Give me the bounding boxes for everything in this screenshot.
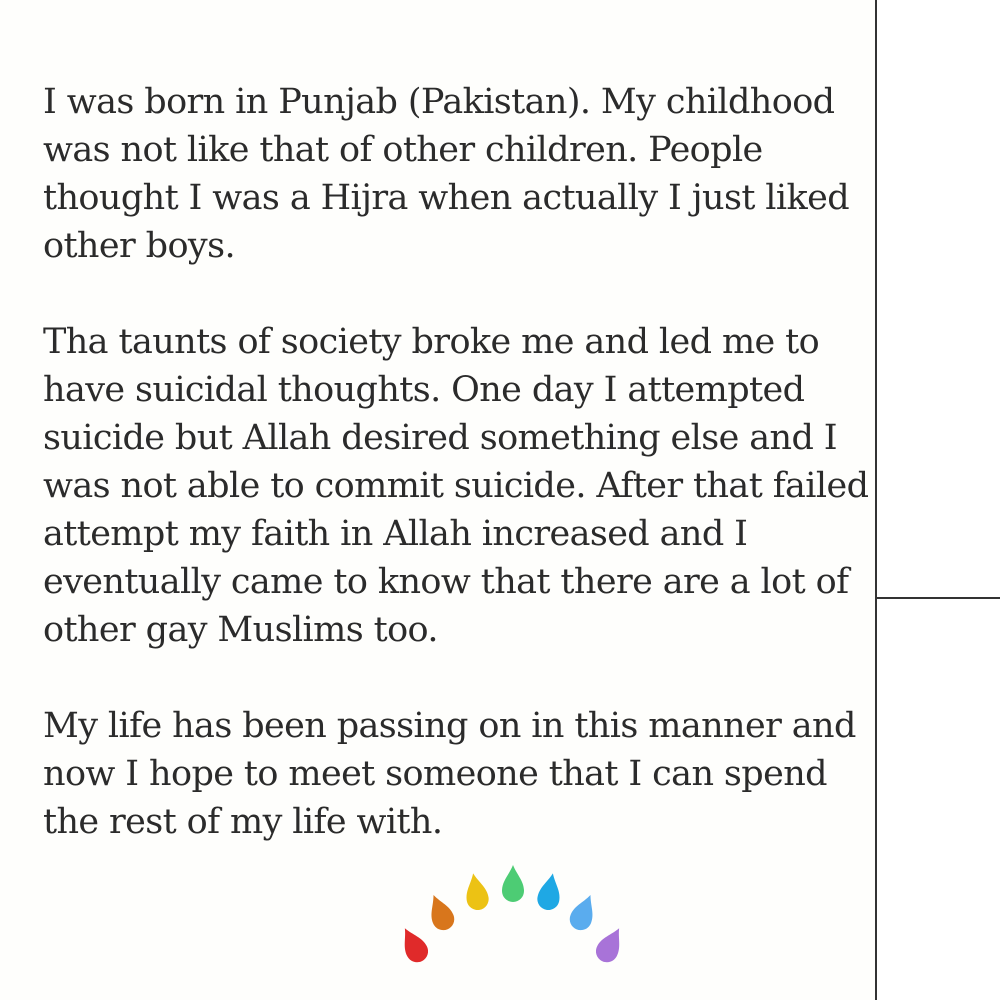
drop-2 [423, 891, 457, 934]
story-paragraph-3: My life has been passing on in this manner and now I hope to meet someone that I can spend the rest of my life with. [43, 706, 856, 842]
drop-5 [536, 872, 564, 912]
story-paragraph-2: Tha taunts of society broke me and led me to have suicidal thoughts. One day I attempted suicide but Allah desired something else and I was not able to commit suicide. After that failed attempt my faith in Allah increased and I eventually came to know that there are a lot of other gay Muslims too. [43, 322, 869, 650]
drop-4 [502, 865, 524, 902]
drop-1 [400, 923, 432, 966]
drop-7 [592, 923, 629, 966]
rainbow-drops-icon [400, 865, 630, 975]
drop-6 [566, 891, 600, 934]
story-paragraph-1: I was born in Punjab (Pakistan). My childhood was not like that of other children. People thought I was a Hijra when actually I just liked other boys. [43, 82, 850, 266]
vertical-divider [875, 0, 877, 1000]
drop-3 [462, 872, 490, 912]
story-text [43, 78, 873, 894]
horizontal-divider [876, 597, 1000, 599]
